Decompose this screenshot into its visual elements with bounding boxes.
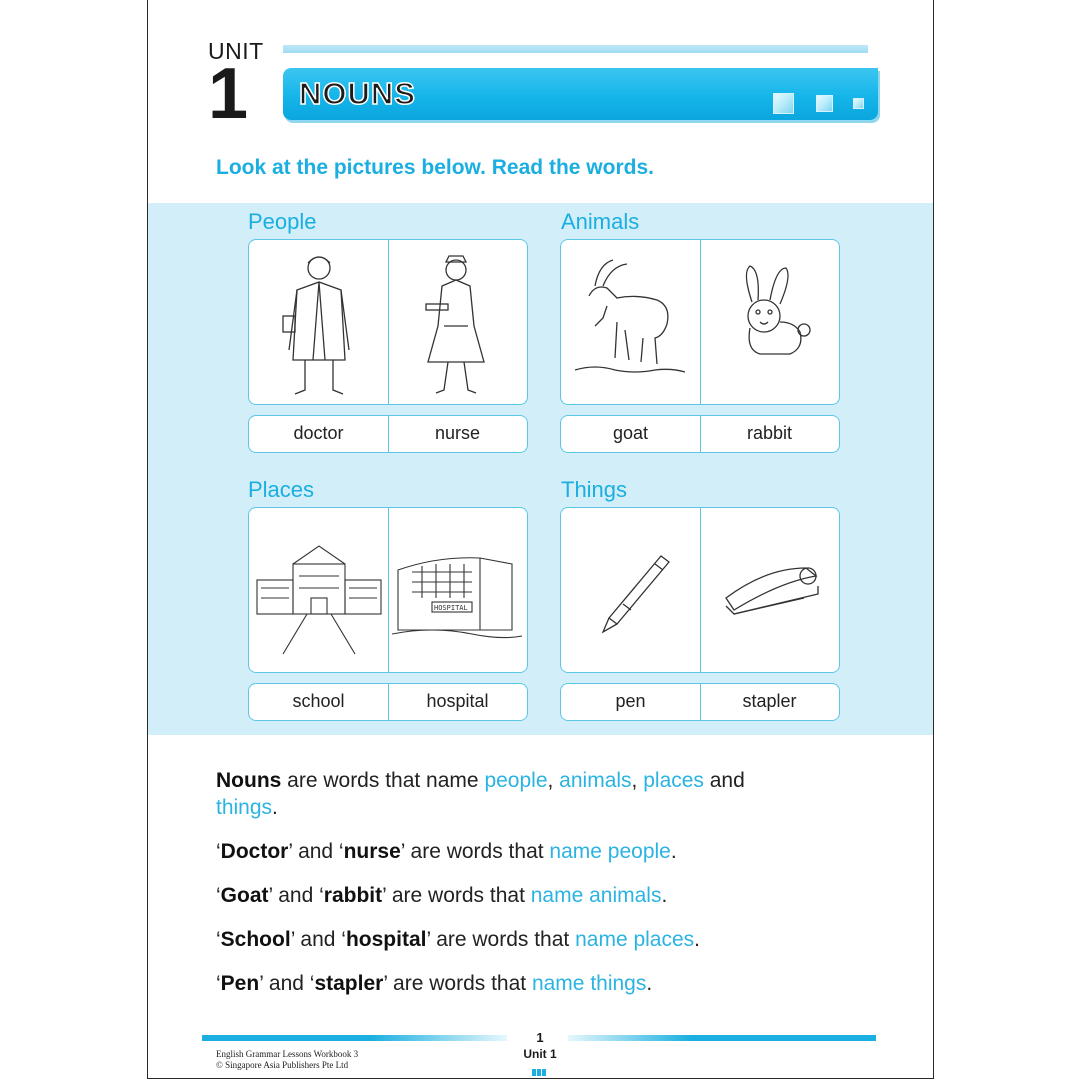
example-sentence: ‘School’ and ‘hospital’ are words that name places. (216, 928, 701, 951)
hospital-building-icon (392, 514, 524, 666)
word-box-people (248, 415, 528, 453)
pen-drawing-icon (565, 514, 697, 666)
cube-decoration-icon (773, 93, 794, 114)
nurse-drawing-icon (392, 246, 524, 398)
footer-unit: Unit 1 (523, 1047, 557, 1061)
workbook-page (147, 0, 934, 1079)
picture-box-places (248, 507, 528, 673)
cube-decoration-icon (816, 95, 833, 112)
footer-bars-icon (532, 1063, 547, 1079)
word-rabbit: rabbit (746, 423, 793, 443)
page-title: NOUNS (299, 76, 416, 111)
cube-decoration-icon (853, 98, 864, 109)
word-box-places (248, 683, 528, 721)
highlight-places: places (643, 769, 704, 792)
example-sentence: ‘Doctor’ and ‘nurse’ are words that name people. (216, 840, 677, 863)
word-school: school (292, 691, 345, 711)
category-title-people: People (248, 209, 317, 234)
word-box-things (560, 683, 840, 721)
unit-number: 1 (208, 54, 249, 134)
word-box-animals (560, 415, 840, 453)
category-title-things: Things (561, 477, 628, 502)
footer-book-title: English Grammar Lessons Workbook 3 (216, 1049, 359, 1059)
goat-drawing-icon (565, 246, 697, 398)
highlight-things: things (216, 796, 273, 819)
word-goat: goat (612, 423, 649, 443)
footer-rule-left (202, 1035, 507, 1041)
rabbit-drawing-icon (704, 246, 836, 398)
picture-box-people (248, 239, 528, 405)
picture-divider (700, 508, 701, 672)
picture-box-things (560, 507, 840, 673)
definition-paragraph: Nouns are words that name people, animals, places and things. (216, 769, 745, 819)
example-sentence: ‘Goat’ and ‘rabbit’ are words that name animals. (216, 884, 668, 907)
header-rule (283, 45, 868, 53)
example-sentence: ‘Pen’ and ‘stapler’ are words that name things. (216, 972, 653, 995)
category-title-animals: Animals (561, 209, 640, 234)
word-nurse: nurse (434, 423, 481, 443)
hospital-sign-text: HOSPITAL (434, 604, 468, 612)
picture-box-animals (560, 239, 840, 405)
nouns-panel (148, 203, 933, 735)
page-number: 1 (536, 1030, 544, 1045)
picture-divider (388, 508, 389, 672)
highlight-people: people (484, 769, 548, 792)
word-doctor: doctor (293, 423, 344, 443)
picture-divider (388, 240, 389, 404)
footer-rule-right (568, 1035, 876, 1041)
highlight-animals: animals (559, 769, 632, 792)
school-building-icon (253, 514, 385, 666)
stapler-drawing-icon (704, 514, 836, 666)
word-stapler: stapler (742, 691, 797, 711)
title-banner (283, 68, 878, 120)
word-pen: pen (615, 691, 646, 711)
footer-copyright: © Singapore Asia Publishers Pte Ltd (216, 1060, 349, 1070)
unit-label: UNIT (208, 38, 264, 64)
category-title-places: Places (248, 477, 315, 502)
picture-divider (700, 240, 701, 404)
term-nouns: Nouns (216, 769, 282, 792)
word-hospital: hospital (426, 691, 489, 711)
doctor-drawing-icon (253, 246, 385, 398)
instruction: Look at the pictures below. Read the words. (216, 156, 654, 179)
